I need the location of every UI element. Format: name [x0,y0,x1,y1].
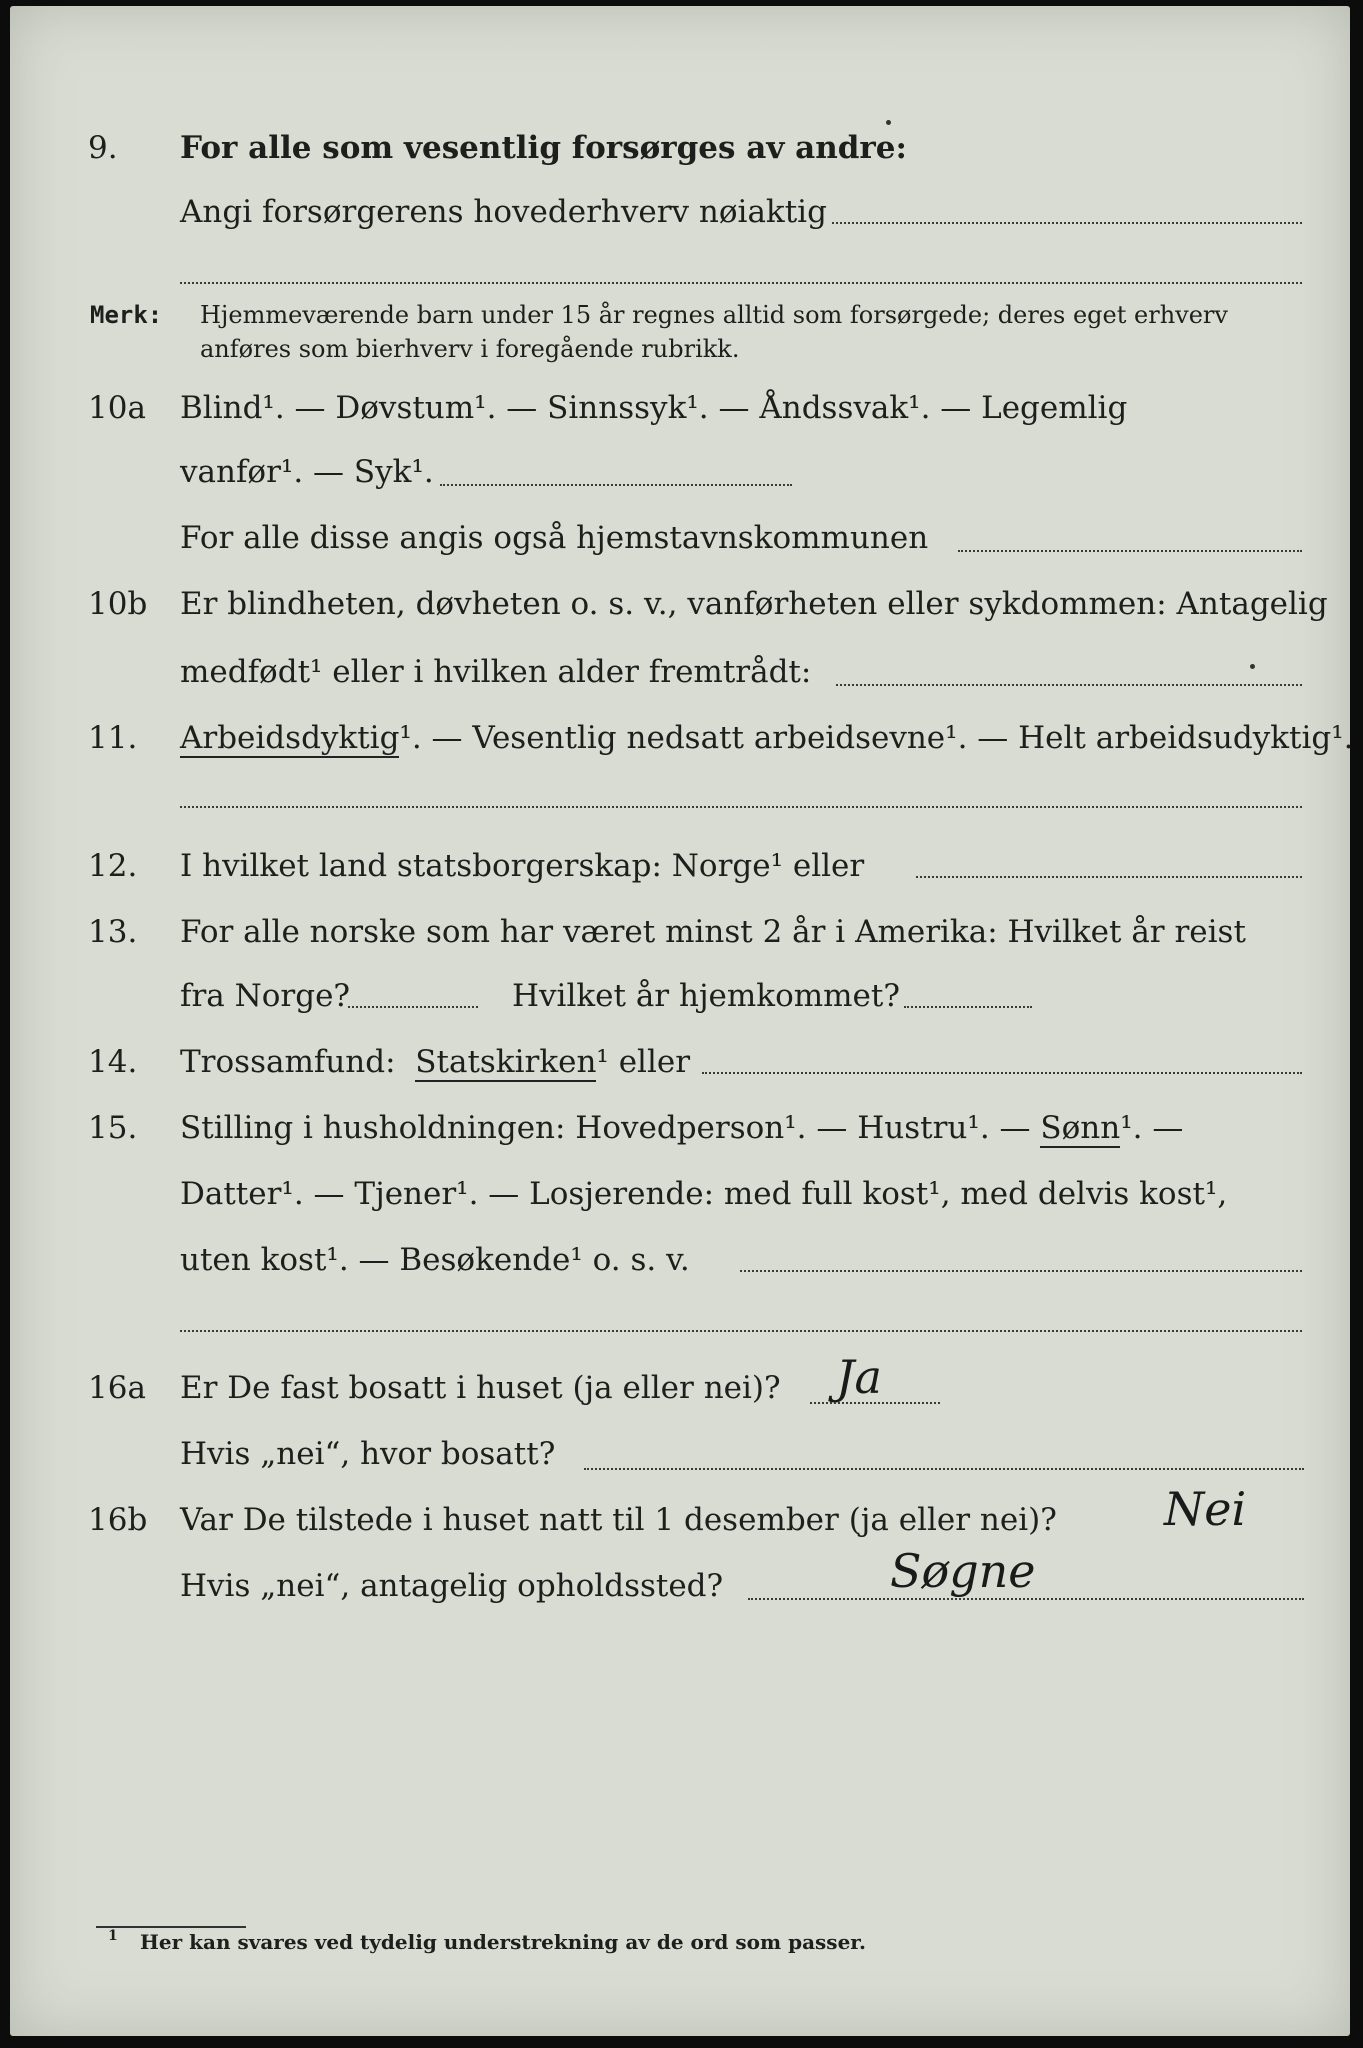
q13-question-2a: fra Norge? [180,978,351,1014]
q9-question: For alle som vesentlig forsørges av andre: [180,130,907,166]
q13-hjemkommet-line[interactable] [904,1006,1032,1008]
merk-text-2: anføres som bierhverv i foregående rubrikk. [200,335,740,363]
q12-question: I hvilket land statsborgerskap: Norge¹ eller [180,848,865,884]
q11-answer-line[interactable] [180,806,1302,808]
merk-label: Merk: [90,301,163,329]
q15-question-2: Datter¹. — Tjener¹. — Losjerende: med full kost¹, med delvis kost¹, [180,1176,1228,1212]
q14-label: Trossamfund: [180,1044,396,1080]
q15-number: 15. [88,1110,138,1146]
q10a-syk-line[interactable] [440,484,792,486]
q14-question [180,1042,690,1082]
footnote-text: Her kan svares ved tydelig understrekning av de ord som passer. [140,1930,866,1954]
q14-number: 14. [88,1044,138,1080]
q16b-handwritten-answer[interactable]: Nei [1164,1482,1247,1536]
footnote-mark: 1 [108,1928,118,1944]
q9-number: 9. [88,130,118,166]
q13-number: 13. [88,914,138,950]
q15-underlined-choice: Sønn [1040,1110,1121,1146]
q10b-question-2: medfødt¹ eller i hvilken alder fremtrådt: [180,654,812,690]
q12-number: 12. [88,848,138,884]
q16a-number: 16a [88,1370,146,1406]
paper-sheet [10,6,1354,2036]
q16b-question-2: Hvis „nei“, antagelig opholdssted? [180,1568,724,1604]
q16b-number: 16b [88,1502,148,1538]
ink-speck [1250,664,1255,669]
q15-question-3: uten kost¹. — Besøkende¹ o. s. v. [180,1242,690,1278]
q12-answer-line[interactable] [916,876,1302,878]
q13-question-2b: Hvilket år hjemkommet? [512,978,900,1014]
q15-answer-line[interactable] [740,1270,1302,1272]
q11-number: 11. [88,720,138,756]
q15-question-1 [180,1108,1183,1148]
q10b-answer-line[interactable] [836,684,1302,686]
q16a-question-2: Hvis „nei“, hvor bosatt? [180,1436,556,1472]
q16a-handwritten-answer[interactable]: Ja [836,1350,882,1404]
q16b-handwritten-opholdssted[interactable]: Søgne [890,1544,1036,1598]
footnote [108,1928,866,1954]
q10a-number: 10a [88,390,146,426]
q16b-question-1: Var De tilstede i huset natt til 1 desember (ja eller nei)? [180,1502,1057,1538]
q10a-hjemstavn-line[interactable] [958,550,1302,552]
q14-underlined-choice: Statskirken [415,1044,597,1080]
q16a-answer-line[interactable] [810,1402,940,1404]
q10a-question-1: Blind¹. — Døvstum¹. — Sinnssyk¹. — Åndssvak¹. — Legemlig [180,390,1128,426]
q16b-opholdssted-line[interactable] [748,1598,1304,1600]
ink-speck [886,120,891,125]
q10b-number: 10b [88,586,148,622]
q16a-question-1: Er De fast bosatt i huset (ja eller nei)? [180,1370,781,1406]
q15-answer-line-2[interactable] [180,1330,1302,1332]
q15-question-1c: ¹. — [1120,1110,1184,1146]
q10b-question-1: Er blindheten, døvheten o. s. v., vanførheten eller sykdommen: Antagelig [180,586,1328,622]
q11-question [180,718,1354,758]
q13-question-1: For alle norske som har været minst 2 år i Amerika: Hvilket år reist [180,914,1246,950]
q15-question-1a: Stilling i husholdningen: Hovedperson¹. — Hustru¹. — [180,1110,1031,1146]
q11-underlined-choice: Arbeidsdyktig [180,720,400,756]
q10a-question-3: For alle disse angis også hjemstavnskommunen [180,520,929,556]
q9-answer-line[interactable] [832,222,1302,224]
footnote-rule [96,1926,246,1928]
q16a-bosatt-line[interactable] [584,1468,1304,1470]
q14-answer-line[interactable] [702,1072,1302,1074]
q11-question-rest: ¹. — Vesentlig nedsatt arbeidsevne¹. — Helt arbeidsudyktig¹. [399,720,1354,756]
q10a-question-2: vanfør¹. — Syk¹. [180,454,434,490]
q9-answer-line-2[interactable] [180,282,1302,284]
merk-text-1: Hjemmeværende barn under 15 år regnes alltid som forsørgede; deres eget erhverv [200,301,1228,329]
q14-eller: ¹ eller [596,1044,691,1080]
q9-question-2: Angi forsørgerens hovederhverv nøiaktig [180,194,827,230]
q13-reist-line[interactable] [348,1006,478,1008]
